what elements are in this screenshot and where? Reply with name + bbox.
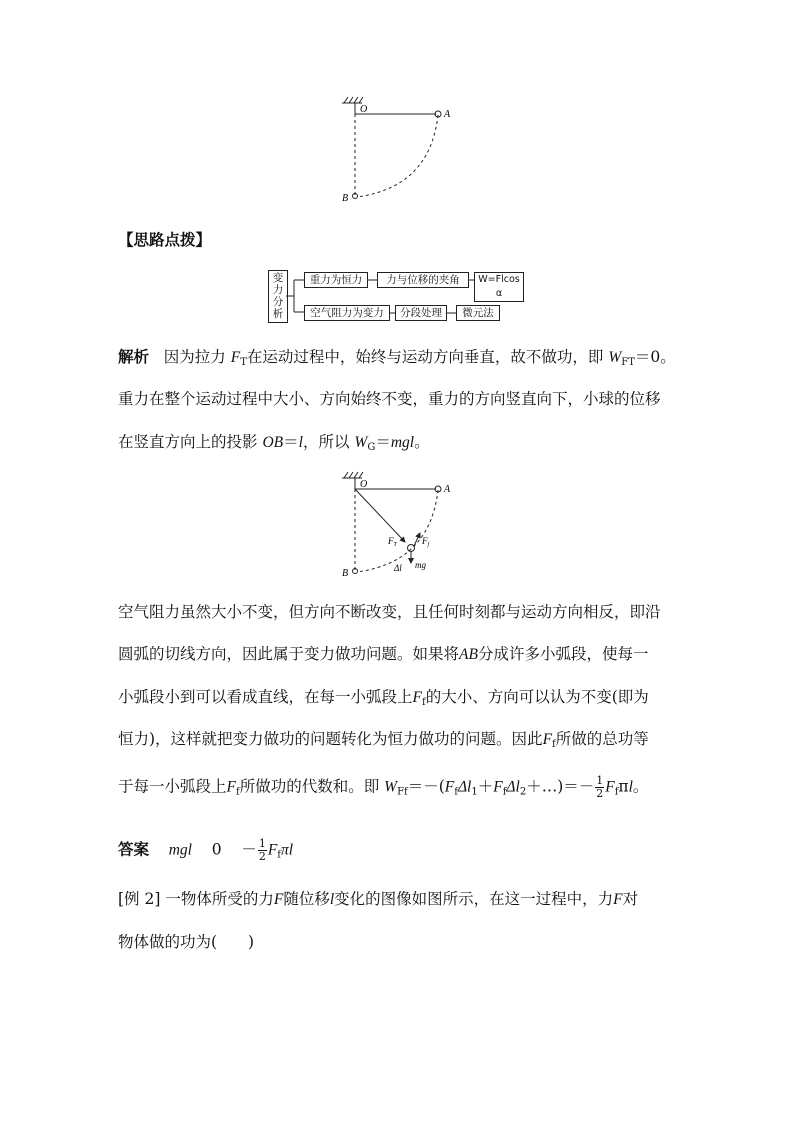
label-B: B bbox=[342, 193, 349, 204]
pendulum-figure-1 bbox=[330, 95, 470, 207]
solution-line-3: 在竖直方向上的投影 OB＝l，所以 $W_G=mgl$。 bbox=[118, 433, 430, 453]
flow-segmentation: 分段处理 bbox=[395, 305, 447, 321]
solution-line-1: 解析 因为拉力 $F_T$在运动过程中，始终与运动方向垂直，故不做功，即 $W_{FT}=0$。 bbox=[118, 348, 676, 368]
label-mg: mg bbox=[415, 560, 426, 570]
label-dl: Δl bbox=[394, 563, 402, 573]
solution-line-2: 重力在整个运动过程中大小、方向始终不变，重力的方向竖直向下，小球的位移 bbox=[118, 390, 661, 408]
solution-label: 解析 bbox=[118, 348, 150, 366]
example-tag: [例 2] bbox=[118, 890, 161, 908]
heading-hint: 【思路点拨】 bbox=[118, 231, 212, 249]
flow-gravity-constant: 重力为恒力 bbox=[304, 272, 368, 288]
label-A: A bbox=[444, 484, 451, 495]
example-line-1: [例 2] 一物体所受的力F随位移l变化的图像如图所示，在这一过程中，力F对 bbox=[118, 890, 639, 908]
flow-angle: 力与位移的夹角 bbox=[377, 272, 469, 288]
pendulum-figure-2 bbox=[330, 470, 470, 582]
flow-work-formula: W=Flcos α bbox=[474, 272, 524, 302]
para2-line-3: 小弧段小到可以看成直线，在每一小弧段上$F_f$的大小、方向可以认为不变(即为 bbox=[118, 688, 649, 708]
answer-line: 答案 mgl 0 － $\frac{1}{2}$ $F_f\pi l$ bbox=[118, 837, 294, 863]
para2-line-4: 恒力)，这样就把变力做功的问题转化为恒力做功的问题。因此$F_f$所做的总功等 bbox=[118, 730, 649, 750]
label-FT: $F_T$ bbox=[388, 536, 397, 548]
label-B: B bbox=[342, 568, 349, 579]
label-Ff: $F_f$ bbox=[422, 536, 430, 548]
fraction-half: $\frac{1}{2}$ bbox=[596, 774, 604, 800]
flow-root: 变力分析 bbox=[268, 270, 288, 323]
fraction-half: $\frac{1}{2}$ bbox=[258, 837, 266, 863]
para2-line-2: 圆弧的切线方向，因此属于变力做功问题。如果将AB分成许多小弧段，使每一 bbox=[118, 645, 649, 663]
label-O: O bbox=[360, 479, 368, 490]
label-A: A bbox=[444, 109, 451, 120]
flow-air-resistance: 空气阻力为变力 bbox=[304, 305, 390, 321]
answer-label: 答案 bbox=[118, 840, 150, 859]
analysis-flow-diagram bbox=[268, 268, 518, 324]
para2-line-5: 于每一小弧段上$F_f$所做功的代数和。即 $W_{Ff}=-(F_f\Delta l_1+F_f\Delta l_2+\dots)=-$ $\frac{1}{2}$ $F_f\pi l$。 bbox=[118, 774, 649, 800]
para2-line-1: 空气阻力虽然大小不变，但方向不断改变，且任何时刻都与运动方向相反，即沿 bbox=[118, 603, 661, 621]
label-O: O bbox=[360, 104, 368, 115]
flow-infinitesimal: 微元法 bbox=[456, 305, 500, 321]
example-line-2: 物体做的功为( ) bbox=[118, 933, 255, 951]
